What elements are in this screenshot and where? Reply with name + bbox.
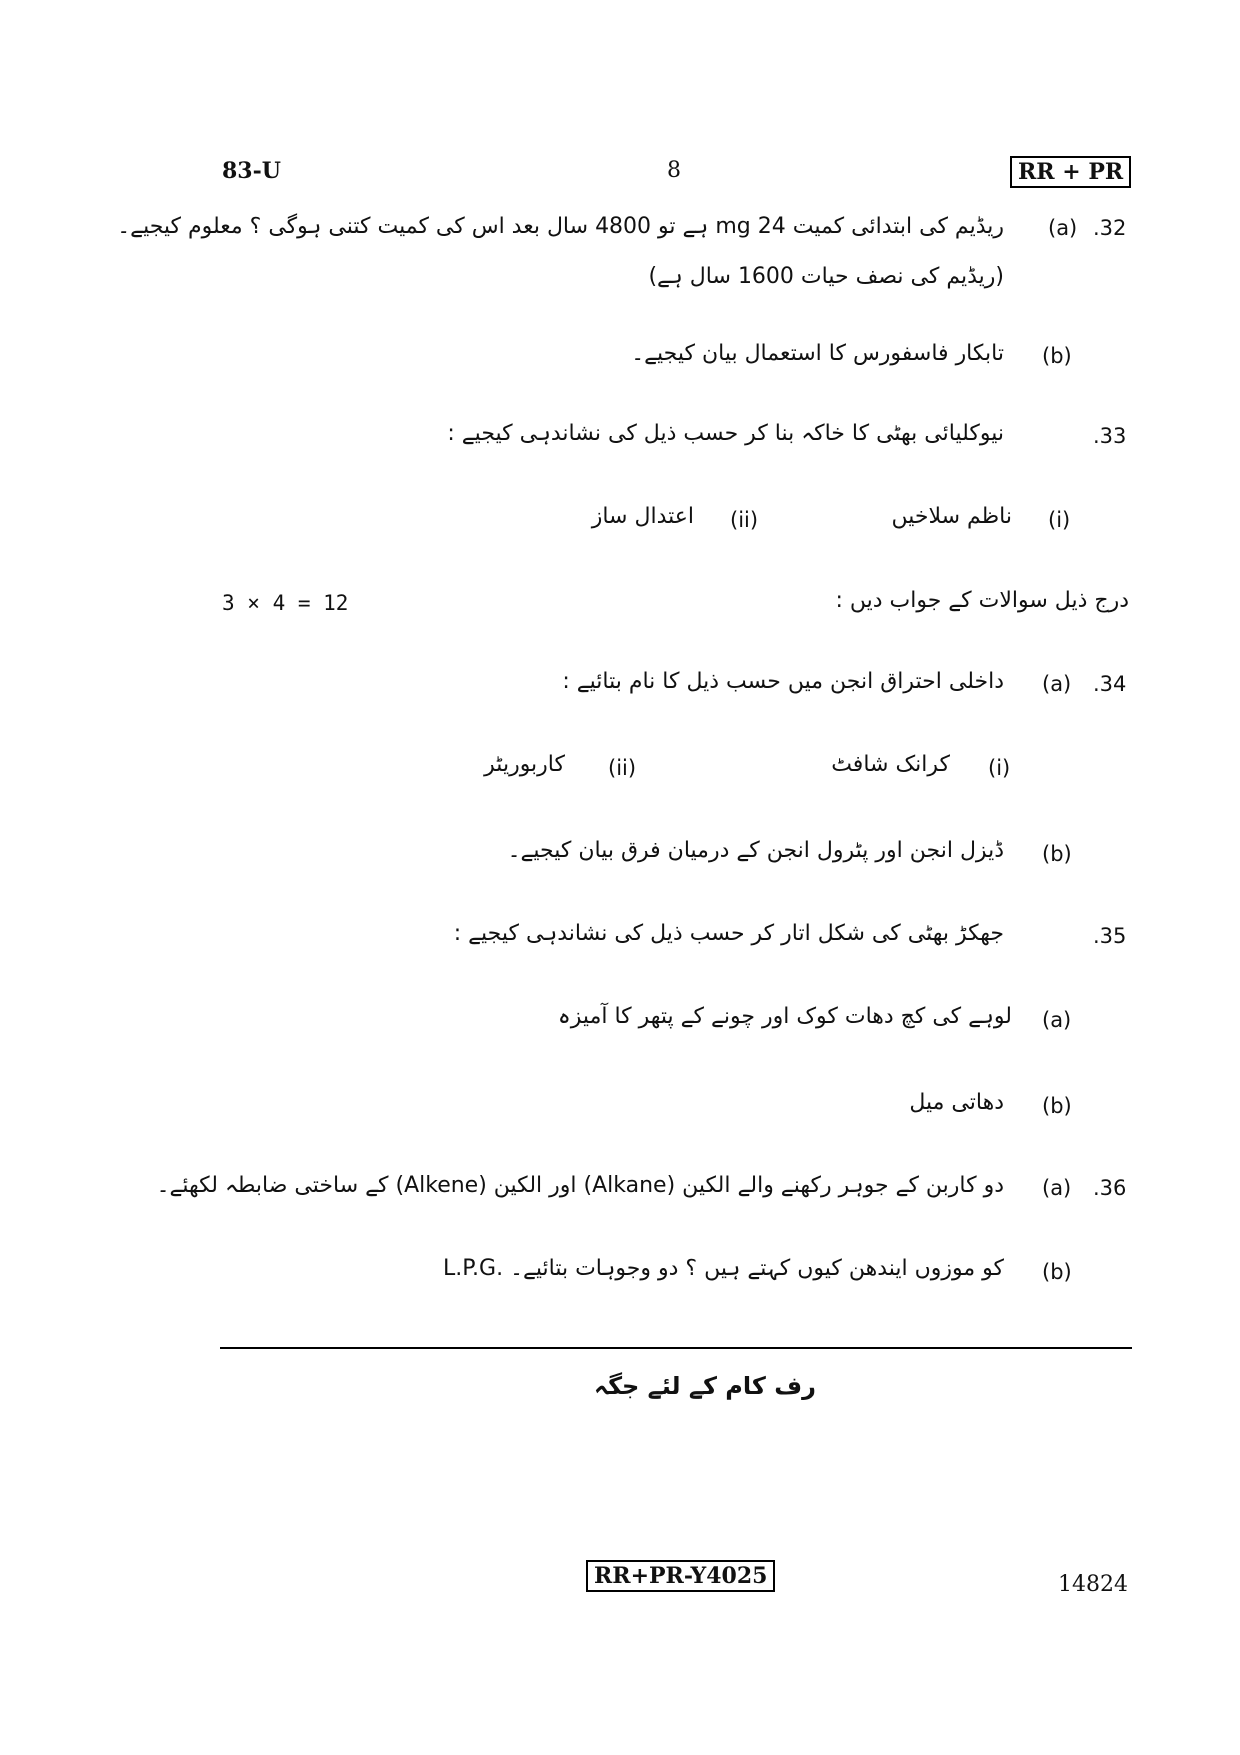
footer-code: RR+PR-Y4025 xyxy=(586,1560,775,1592)
q34-a-text: داخلی احتراق انجن میں حسب ذیل کا نام بتائیے : xyxy=(562,669,1004,694)
rough-work-divider xyxy=(220,1347,1132,1349)
paper-code-right: RR + PR xyxy=(1010,156,1131,188)
question-number-35: .35 xyxy=(1093,924,1127,948)
question-number-33: .33 xyxy=(1093,424,1127,448)
q36-b-text: L.P.G. کو موزوں ایندھن کیوں کہتے ہیں ؟ دو وجوہات بتائیے۔ xyxy=(442,1256,1004,1281)
question-number-32: .32 xyxy=(1093,216,1127,240)
q35-text: جھکڑ بھٹی کی شکل اتار کر حسب ذیل کی نشاندہی کیجیے : xyxy=(453,921,1004,946)
q34-a-label: (a) xyxy=(1042,672,1072,696)
q34-b-text: ڈیزل انجن اور پٹرول انجن کے درمیان فرق بیان کیجیے۔ xyxy=(507,838,1004,863)
q34-i-text: کرانک شافٹ xyxy=(831,752,950,777)
q36-b-label: (b) xyxy=(1042,1260,1072,1284)
q35-a-label: (a) xyxy=(1042,1008,1072,1032)
q32-a-label: (a) xyxy=(1048,216,1078,240)
q34-i-label: (i) xyxy=(988,756,1011,780)
question-number-36: .36 xyxy=(1093,1176,1127,1200)
q32-a-text: ریڈیم کی ابتدائی کمیت 24 mg ہے تو 4800 سال بعد اس کی کمیت کتنی ہوگی ؟ معلوم کیجیے۔ xyxy=(117,214,1004,239)
q33-ii-label: (ii) xyxy=(730,508,759,532)
q36-a-text: دو کاربن کے جوہر رکھنے والے الکین (Alkane) اور الکین (Alkene) کے ساختی ضابطہ لکھئے۔ xyxy=(156,1173,1004,1198)
section-instruction: درج ذیل سوالات کے جواب دیں : xyxy=(835,588,1129,613)
page-number: 8 xyxy=(667,158,681,183)
rough-work-heading: رف کام کے لئے جگہ xyxy=(594,1372,816,1400)
q32-b-label: (b) xyxy=(1042,344,1072,368)
q33-i-label: (i) xyxy=(1048,508,1071,532)
q35-b-text: دھاتی میل xyxy=(909,1090,1004,1115)
paper-code-left: 83-U xyxy=(222,158,281,184)
q33-text: نیوکلیائی بھٹی کا خاکہ بنا کر حسب ذیل کی نشاندہی کیجیے : xyxy=(447,421,1004,446)
q34-ii-text: کاربوریٹر xyxy=(484,752,565,777)
footer-serial: 14824 xyxy=(1058,1572,1128,1597)
q34-ii-label: (ii) xyxy=(608,756,637,780)
q35-b-label: (b) xyxy=(1042,1094,1072,1118)
section-marks: 3 × 4 = 12 xyxy=(222,591,349,615)
q32-b-text: تابکار فاسفورس کا استعمال بیان کیجیے۔ xyxy=(631,341,1004,366)
question-number-34: .34 xyxy=(1093,672,1127,696)
q35-a-text: لوہے کی کچ دھات کوک اور چونے کے پتھر کا آمیزہ xyxy=(557,1004,1012,1029)
q33-i-text: ناظم سلاخیں xyxy=(891,504,1012,529)
q33-ii-text: اعتدال ساز xyxy=(591,504,694,529)
q32-a-note: (ریڈیم کی نصف حیات 1600 سال ہے) xyxy=(648,264,1004,289)
q36-a-label: (a) xyxy=(1042,1176,1072,1200)
q34-b-label: (b) xyxy=(1042,842,1072,866)
